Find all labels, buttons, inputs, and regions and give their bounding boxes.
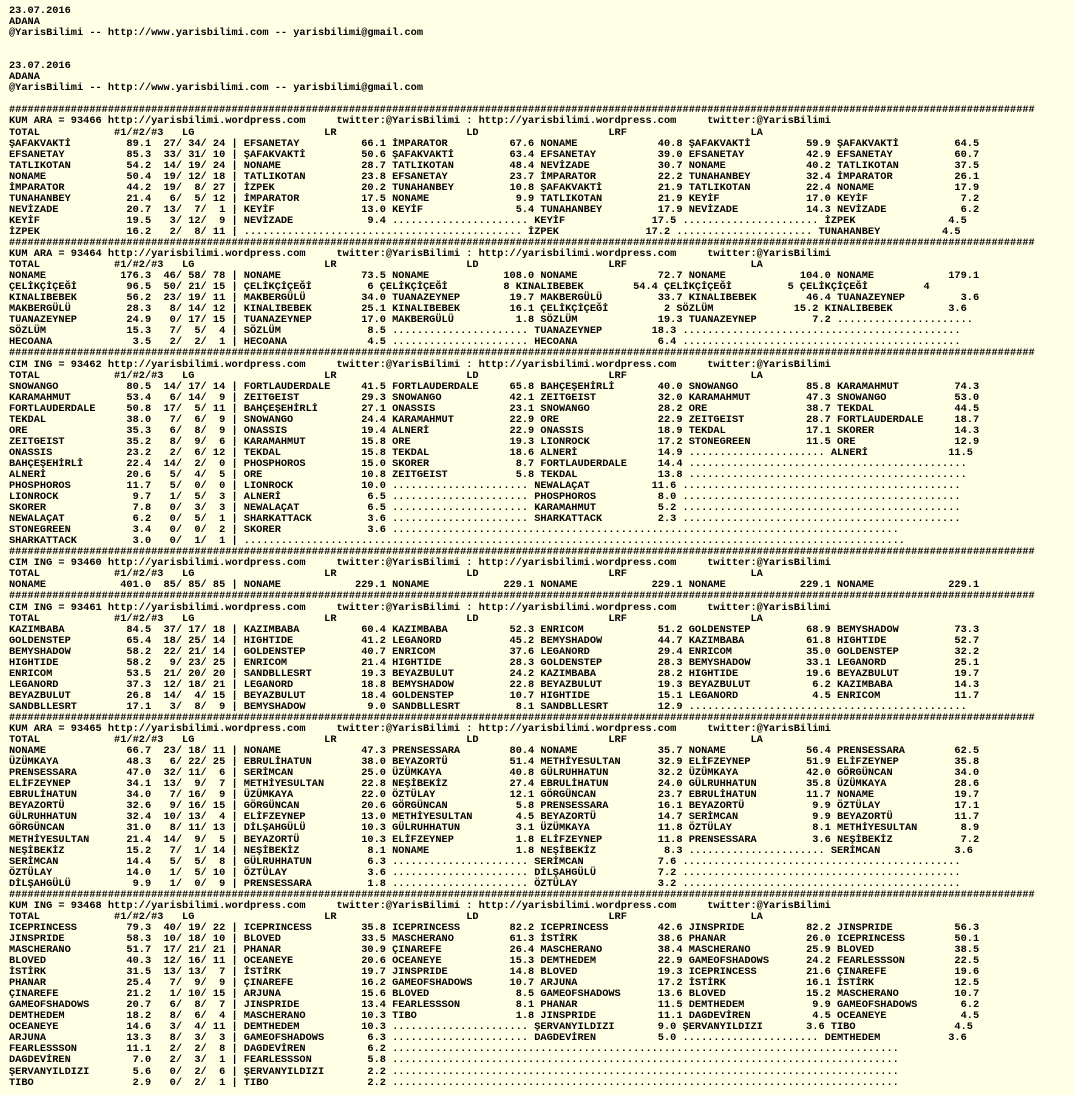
table-row: FORTLAUDERDALE 50.8 17/ 5/ 11 | BAHÇEŞEHİRLİ 27.1 ONASSIS 23.1 SNOWANGO 28.2 ORE 38.7 TEKDAL 44.5 (9, 402, 980, 415)
race-title: KUM ARA = 93466 http://yarisbilimi.wordpress.com twitter:@YarisBilimi : http://yarisbilimi.wordpress.com twitter:@YarisBilimi (9, 115, 831, 128)
table-row: GAMEOFSHADOWS 20.7 6/ 8/ 7 | JINSPRIDE 13.4 FEARLESSSON 8.1 PHANAR 11.5 DEMTHEDEM 9.9 GAMEOFSHADOWS 6.2 (9, 999, 980, 1012)
table-row: EFSANETAY 85.3 33/ 31/ 10 | ŞAFAKVAKTİ 50.6 ŞAFAKVAKTİ 63.4 EFSANETAY 39.0 EFSANETAY 42.9 EFSANETAY 60.7 (9, 148, 980, 161)
table-row: ÜZÜMKAYA 48.3 6/ 22/ 25 | EBRULİHATUN 38.0 BEYAZORTÜ 51.4 METHİYESULTAN 32.9 ELİFZEYNEP 51.9 ELİFZEYNEP 35.8 (9, 756, 980, 769)
header-line: 23.07.2016 (9, 60, 71, 73)
table-row: TATLIKOTAN 54.2 14/ 19/ 24 | NONAME 28.7 TATLIKOTAN 48.4 NEVİZADE 30.7 NONAME 40.2 TATLIKOTAN 37.5 (9, 159, 980, 172)
table-row: BLOVED 40.3 12/ 16/ 11 | OCEANEYE 20.6 OCEANEYE 15.3 DEMTHEDEM 22.9 GAMEOFSHADOWS 24.2 FEARLESSSON 22.5 (9, 955, 980, 968)
table-row: ARJUNA 13.3 8/ 3/ 3 | GAMEOFSHADOWS 6.3 ...................... DAGDEVİREN 5.0 ...................... DEMTHEDEM 3.6 (9, 1032, 967, 1045)
table-row: ZEITGEIST 35.2 8/ 9/ 6 | KARAMAHMUT 15.8 ORE 19.3 LIONROCK 17.2 STONEGREEN 11.5 ORE 12.9 (9, 435, 980, 448)
table-row: GOLDENSTEP 65.4 18/ 25/ 14 | HIGHTIDE 41.2 LEGANORD 45.2 BEMYSHADOW 44.7 KAZIMBABA 61.8 HIGHTIDE 52.7 (9, 634, 980, 647)
table-row: DAGDEVİREN 7.0 2/ 3/ 1 | FEARLESSSON 5.8 .................................................................................. (9, 1054, 899, 1067)
header-line: 23.07.2016 (9, 5, 71, 17)
column-header: TOTAL #1/#2/#3 LG LR LD LRF LA (9, 126, 763, 139)
race-title: KUM ARA = 93465 http://yarisbilimi.wordpress.com twitter:@YarisBilimi : http://yarisbilimi.wordpress.com twitter:@YarisBilimi (9, 723, 831, 736)
separator-line: ###################################################################################################################################################################### (9, 236, 1035, 249)
table-row: SNOWANGO 80.5 14/ 17/ 14 | FORTLAUDERDALE 41.5 FORTLAUDERDALE 65.8 BAHÇEŞEHİRLİ 40.0 SNOWANGO 85.8 KARAMAHMUT 74.3 (9, 380, 980, 393)
table-row: İMPARATOR 44.2 19/ 8/ 27 | İZPEK 20.2 TUNAHANBEY 10.8 ŞAFAKVAKTİ 21.9 TATLIKOTAN 22.4 NONAME 17.9 (9, 181, 980, 194)
header-line: ADANA (9, 71, 40, 84)
table-row: KEYİF 19.5 3/ 12/ 9 | NEVİZADE 9.4 ...................... KEYİF 17.5 ...................... İZPEK 4.5 (9, 214, 967, 227)
table-row: PRENSESSARA 47.0 32/ 11/ 6 | SERİMCAN 25.0 ÜZÜMKAYA 40.8 GÜLRUHHATUN 32.2 ÜZÜMKAYA 42.0 GÖRGÜNCAN 34.0 (9, 767, 980, 780)
table-row: KARAMAHMUT 53.4 6/ 14/ 9 | ZEITGEIST 29.3 SNOWANGO 42.1 ZEITGEIST 32.0 KARAMAHMUT 47.3 SNOWANGO 53.0 (9, 391, 980, 404)
header-line: @YarisBilimi -- http://www.yarisbilimi.com -- yarisbilimi@gmail.com (9, 82, 424, 95)
table-row: STONEGREEN 3.4 0/ 0/ 2 | SKORER 3.6 .................................................................................. (9, 524, 899, 537)
table-row: ENRICOM 53.5 21/ 20/ 20 | SANDBLLESRT 19.3 BEYAZBULUT 24.2 KAZIMBABA 28.2 HIGHTIDE 19.6 BEYAZBULUT 19.7 (9, 667, 980, 680)
column-header: TOTAL #1/#2/#3 LG LR LD LRF LA (9, 910, 763, 923)
column-header: TOTAL #1/#2/#3 LG LR LD LRF LA (9, 612, 763, 625)
table-row: ONASSIS 23.2 2/ 6/ 12 | TEKDAL 15.8 TEKDAL 18.6 ALNERİ 14.9 ...................... ALNERİ 11.5 (9, 446, 973, 459)
table-row: LIONROCK 9.7 1/ 5/ 3 | ALNERİ 6.5 ...................... PHOSPHOROS 8.0 ............................................. (9, 491, 961, 504)
table-row: NONAME 401.0 85/ 85/ 85 | NONAME 229.1 NONAME 229.1 NONAME 229.1 NONAME 229.1 NONAME 229.1 (9, 579, 980, 592)
table-row: MAKBERGÜLÜ 28.3 8/ 14/ 12 | KINALIBEBEK 25.1 KINALIBEBEK 16.1 ÇELİKÇİÇEĞİ 2 SÖZLÜM 15.2 KINALIBEBEK 3.6 (9, 303, 967, 316)
table-row: SHARKATTACK 3.0 0/ 1/ 1 | ........................................................................................................... (9, 535, 905, 548)
race-title: KUM ING = 93468 http://yarisbilimi.wordpress.com twitter:@YarisBilimi : http://yarisbilimi.wordpress.com twitter:@YarisBilimi (9, 899, 831, 912)
table-row: NONAME 66.7 23/ 18/ 11 | NONAME 47.3 PRENSESSARA 80.4 NONAME 35.7 NONAME 56.4 PRENSESSARA 62.5 (9, 745, 980, 758)
separator-line: ###################################################################################################################################################################### (9, 104, 1035, 117)
column-header: TOTAL #1/#2/#3 LG LR LD LRF LA (9, 369, 763, 382)
table-row: İSTİRK 31.5 13/ 13/ 7 | İSTİRK 19.7 JINSPRIDE 14.8 BLOVED 19.3 ICEPRINCESS 21.6 ÇINAREFE 19.6 (9, 966, 980, 979)
table-row: NEŞİBEKİZ 15.2 7/ 1/ 14 | NEŞİBEKİZ 8.1 NONAME 1.8 NEŞİBEKİZ 8.3 ...................... SERİMCAN 3.6 (9, 844, 973, 857)
table-row: GÖRGÜNCAN 31.0 8/ 11/ 13 | DİLŞAHGÜLÜ 10.3 GÜLRUHHATUN 3.1 ÜZÜMKAYA 11.8 ÖZTÜLAY 8.1 METHİYESULTAN 8.9 (9, 822, 980, 835)
header-line (9, 39, 1074, 50)
separator-line: ###################################################################################################################################################################### (9, 546, 1035, 559)
separator-line: ###################################################################################################################################################################### (9, 712, 1035, 724)
table-row: NONAME 176.3 46/ 58/ 78 | NONAME 73.5 NONAME 108.0 NONAME 72.7 NONAME 104.0 NONAME 179.1 (9, 270, 980, 283)
table-row: FEARLESSSON 11.1 2/ 2/ 8 | DAGDEVİREN 6.2 .................................................................................. (9, 1043, 899, 1056)
separator-line: ###################################################################################################################################################################### (9, 590, 1035, 603)
table-row: BEMYSHADOW 58.2 22/ 21/ 14 | GOLDENSTEP 40.7 ENRICOM 37.6 LEGANORD 29.4 ENRICOM 35.0 GOLDENSTEP 32.2 (9, 645, 980, 658)
table-row: JINSPRIDE 58.3 10/ 18/ 10 | BLOVED 33.5 MASCHERANO 61.3 İSTİRK 38.6 PHANAR 26.0 ICEPRINCESS 50.1 (9, 932, 980, 945)
table-row: ŞERVANYILDIZI 5.6 0/ 2/ 6 | ŞERVANYILDIZI 2.2 .................................................................................. (9, 1065, 899, 1078)
table-row: BEYAZBULUT 26.8 14/ 4/ 15 | BEYAZBULUT 18.4 GOLDENSTEP 10.7 HIGHTIDE 15.1 LEGANORD 4.5 ENRICOM 11.7 (9, 689, 980, 702)
table-row: LEGANORD 37.3 12/ 18/ 21 | LEGANORD 18.8 BEMYSHADOW 22.8 BEYAZBULUT 19.3 BEYAZBULUT 6.2 KAZIMBABA 14.3 (9, 678, 980, 691)
table-row: ORE 35.3 6/ 8/ 9 | ONASSIS 19.4 ALNERİ 22.9 ONASSIS 18.9 TEKDAL 17.1 SKORER 14.3 (9, 424, 980, 437)
table-row: OCEANEYE 14.6 3/ 4/ 11 | DEMTHEDEM 10.3 ...................... ŞERVANYILDIZI 9.0 ŞERVANYILDIZI 3.6 TIBO 4.5 (9, 1021, 973, 1034)
table-row: ICEPRINCESS 79.3 40/ 19/ 22 | ICEPRINCESS 35.8 ICEPRINCESS 82.2 ICEPRINCESS 42.6 JINSPRIDE 82.2 JINSPRIDE 56.3 (9, 921, 980, 934)
table-row: ÇELİKÇİÇEĞİ 96.5 50/ 21/ 15 | ÇELİKÇİÇEĞİ 6 ÇELİKÇİÇEĞİ 8 KINALIBEBEK 54.4 ÇELİKÇİÇEĞİ 5 ÇELİKÇİÇEĞİ 4 (9, 281, 930, 294)
separator-line: ###################################################################################################################################################################### (9, 888, 1035, 901)
table-row: ALNERİ 20.6 5/ 4/ 5 | ORE 10.8 ZEITGEIST 5.8 TEKDAL 13.8 ............................................. (9, 468, 967, 481)
header-line: @YarisBilimi -- http://www.yarisbilimi.com -- yarisbilimi@gmail.com (9, 27, 424, 40)
column-header: TOTAL #1/#2/#3 LG LR LD LRF LA (9, 568, 763, 581)
table-row: ÇINAREFE 21.2 1/ 10/ 15 | ARJUNA 15.6 BLOVED 8.5 GAMEOFSHADOWS 13.6 BLOVED 15.2 MASCHERANO 10.7 (9, 988, 980, 1001)
table-row: SANDBLLESRT 17.1 3/ 8/ 9 | BEMYSHADOW 9.0 SANDBLLESRT 8.1 SANDBLLESRT 12.9 ............................................. (9, 700, 967, 713)
table-row: SKORER 7.8 0/ 3/ 3 | NEWALAÇAT 6.5 ...................... KARAMAHMUT 5.2 ............................................. (9, 502, 961, 515)
column-header: TOTAL #1/#2/#3 LG LR LD LRF LA (9, 734, 763, 747)
table-row: KAZIMBABA 84.5 37/ 17/ 18 | KAZIMBABA 60.4 KAZIMBABA 52.3 ENRICOM 51.2 GOLDENSTEP 68.9 BEMYSHADOW 73.3 (9, 623, 980, 636)
table-row: EBRULİHATUN 34.0 7/ 16/ 9 | ÜZÜMKAYA 22.0 ÖZTÜLAY 12.1 GÖRGÜNCAN 23.7 EBRULİHATUN 11.7 NONAME 19.7 (9, 789, 980, 802)
table-row: SÖZLÜM 15.3 7/ 5/ 4 | SÖZLÜM 8.5 ...................... TUANAZEYNEP 18.3 ............................................. (9, 325, 961, 338)
table-row: DEMTHEDEM 18.2 8/ 6/ 4 | MASCHERANO 10.3 TIBO 1.8 JINSPRIDE 11.1 DAGDEVİREN 4.5 OCEANEYE 4.5 (9, 1010, 980, 1023)
race-title: KUM ARA = 93464 http://yarisbilimi.wordpress.com twitter:@YarisBilimi : http://yarisbilimi.wordpress.com twitter:@YarisBilimi (9, 248, 831, 261)
table-row: MASCHERANO 51.7 17/ 21/ 21 | PHANAR 30.9 ÇINAREFE 26.4 MASCHERANO 38.4 MASCHERANO 25.9 BLOVED 38.5 (9, 943, 980, 956)
table-row: TIBO 2.9 0/ 2/ 1 | TIBO 2.2 .................................................................................. (9, 1076, 899, 1089)
table-row: NEWALAÇAT 6.2 0/ 5/ 1 | SHARKATTACK 3.6 ...................... SHARKATTACK 2.3 ............................................. (9, 513, 961, 526)
table-row: PHOSPHOROS 11.7 5/ 0/ 0 | LIONROCK 10.0 ...................... NEWALAÇAT 11.6 ............................................. (9, 480, 961, 493)
table-row: HECOANA 3.5 2/ 2/ 1 | HECOANA 4.5 ...................... HECOANA 6.4 ............................................. (9, 336, 961, 349)
table-row: TUANAZEYNEP 24.9 0/ 17/ 15 | TUANAZEYNEP 17.0 MAKBERGÜLÜ 1.8 SÖZLÜM 19.3 TUANAZEYNEP 7.2 ...................... (9, 314, 973, 327)
table-row: GÜLRUHHATUN 32.4 10/ 13/ 4 | ELİFZEYNEP 13.0 METHİYESULTAN 4.5 BEYAZORTÜ 14.7 SERİMCAN 9.9 BEYAZORTÜ 11.7 (9, 811, 980, 824)
table-row: BAHÇEŞEHİRLİ 22.4 14/ 2/ 0 | PHOSPHOROS 15.0 SKORER 8.7 FORTLAUDERDALE 14.4 ............................................. (9, 457, 967, 470)
table-row: NEVİZADE 20.7 13/ 7/ 1 | KEYİF 13.0 KEYİF 5.4 TUNAHANBEY 17.9 NEVİZADE 14.3 NEVİZADE 6.2 (9, 203, 980, 216)
table-row: KINALIBEBEK 56.2 23/ 19/ 11 | MAKBERGÜLÜ 34.0 TUANAZEYNEP 19.7 MAKBERGÜLÜ 33.7 KINALIBEBEK 46.4 TUANAZEYNEP 3.6 (9, 292, 980, 305)
table-row: PHANAR 25.4 7/ 9/ 9 | ÇINAREFE 16.2 GAMEOFSHADOWS 10.7 ARJUNA 17.2 İSTİRK 16.1 İSTİRK 12.5 (9, 977, 980, 990)
separator-line: ###################################################################################################################################################################### (9, 347, 1035, 360)
table-row: BEYAZORTÜ 32.6 9/ 16/ 15 | GÖRGÜNCAN 20.6 GÖRGÜNCAN 5.8 PRENSESSARA 16.1 BEYAZORTÜ 9.9 ÖZTÜLAY 17.1 (9, 800, 980, 813)
race-title: CIM ING = 93462 http://yarisbilimi.wordpress.com twitter:@YarisBilimi : http://yarisbilimi.wordpress.com twitter:@YarisBilimi (9, 358, 831, 371)
table-row: SERİMCAN 14.4 5/ 5/ 8 | GÜLRUHHATUN 6.3 ...................... SERİMCAN 7.6 ............................................. (9, 855, 961, 868)
header-line: ADANA (9, 16, 40, 29)
table-row: ŞAFAKVAKTİ 89.1 27/ 34/ 24 | EFSANETAY 66.1 İMPARATOR 67.6 NONAME 40.8 ŞAFAKVAKTİ 59.9 ŞAFAKVAKTİ 64.5 (9, 137, 980, 150)
table-row: HIGHTIDE 58.2 9/ 23/ 25 | ENRICOM 21.4 HIGHTIDE 28.3 GOLDENSTEP 28.3 BEMYSHADOW 33.1 LEGANORD 25.1 (9, 656, 980, 669)
table-row: TUNAHANBEY 21.4 6/ 5/ 12 | İMPARATOR 17.5 NONAME 9.9 TATLIKOTAN 21.9 KEYİF 17.0 KEYİF 7.2 (9, 192, 980, 205)
table-row: ELİFZEYNEP 34.1 13/ 9/ 7 | METHİYESULTAN 22.8 NEŞİBEKİZ 27.4 EBRULİHATUN 24.0 GÜLRUHHATUN 35.8 ÜZÜMKAYA 28.6 (9, 778, 980, 791)
table-row: DİLŞAHGÜLÜ 9.9 1/ 0/ 9 | PRENSESSARA 1.8 ...................... ÖZTÜLAY 3.2 ............................................. (9, 877, 961, 890)
table-row: İZPEK 16.2 2/ 8/ 11 | ............................................. İZPEK 17.2 ...................... TUNAHANBEY 4.5 (9, 225, 961, 238)
table-row: METHİYESULTAN 21.4 14/ 9/ 5 | BEYAZORTÜ 10.3 ELİFZEYNEP 1.8 ELİFZEYNEP 11.8 PRENSESSARA 3.6 NEŞİBEKİZ 7.2 (9, 833, 980, 846)
column-header: TOTAL #1/#2/#3 LG LR LD LRF LA (9, 259, 763, 272)
table-row: NONAME 50.4 19/ 12/ 18 | TATLIKOTAN 23.8 EFSANETAY 23.7 İMPARATOR 22.2 TUNAHANBEY 32.4 İMPARATOR 26.1 (9, 170, 980, 183)
header-line (9, 50, 1074, 61)
table-row: ÖZTÜLAY 14.0 1/ 5/ 10 | ÖZTÜLAY 3.6 ...................... DİLŞAHGÜLÜ 7.2 ............................................. (9, 866, 961, 879)
table-row: TEKDAL 38.0 7/ 6/ 9 | SNOWANGO 24.4 KARAMAHMUT 22.9 ORE 22.9 ZEITGEIST 28.7 FORTLAUDERDALE 18.7 (9, 413, 980, 426)
race-title: CIM ING = 93461 http://yarisbilimi.wordpress.com twitter:@YarisBilimi : http://yarisbilimi.wordpress.com twitter:@YarisBilimi (9, 601, 831, 614)
race-title: CIM ING = 93460 http://yarisbilimi.wordpress.com twitter:@YarisBilimi : http://yarisbilimi.wordpress.com twitter:@YarisBilimi (9, 557, 831, 570)
